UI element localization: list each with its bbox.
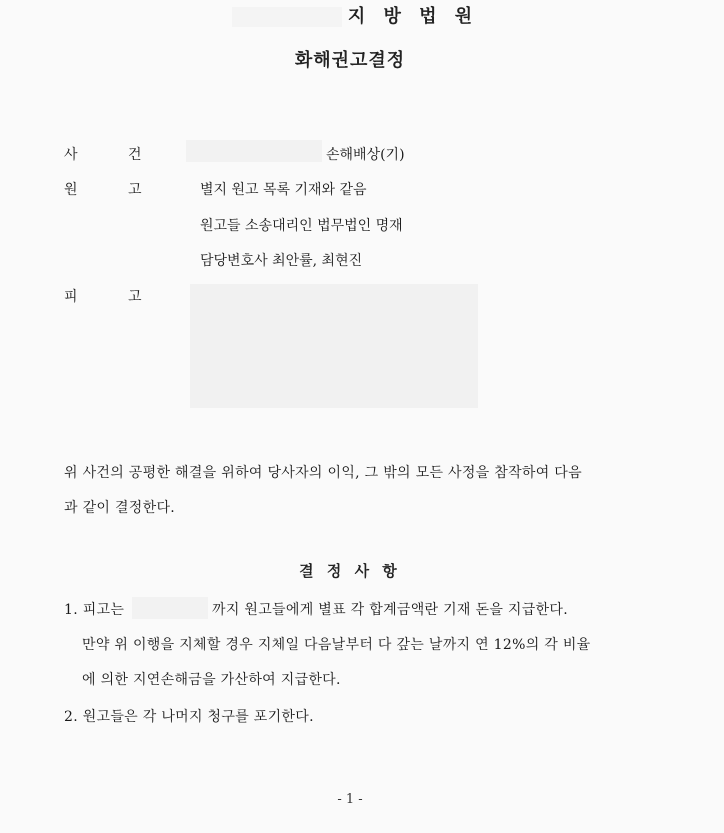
decision-item-1-start: 1. 피고는 — [64, 602, 125, 618]
page-number: - 1 - — [337, 792, 363, 807]
redacted-case-number — [186, 140, 322, 162]
decision-title: 결 정 사 항 — [299, 562, 401, 580]
case-value: 손해배상(기) — [326, 147, 405, 163]
decision-item-1-line-2: 만약 위 이행을 지체할 경우 지체일 다음날부터 다 갚는 날까지 연 12%의 각 비율 — [82, 637, 591, 653]
defendant-label-2: 고 — [128, 289, 142, 305]
plaintiff-line: 별지 원고 목록 기재와 같음 — [200, 182, 367, 198]
decision-item-2: 2. 원고들은 각 나머지 청구를 포기한다. — [64, 709, 314, 725]
case-label-1: 사 — [64, 147, 78, 163]
plaintiff-line: 원고들 소송대리인 법무법인 명재 — [200, 218, 403, 234]
court-name — [0, 2, 710, 28]
plaintiff-label-2: 고 — [128, 182, 142, 198]
redacted-date — [132, 597, 208, 619]
redacted-court-prefix — [232, 7, 342, 27]
case-label-2: 건 — [128, 147, 142, 163]
defendant-label-1: 피 — [64, 289, 78, 305]
plaintiff-line: 담당변호사 최안률, 최현진 — [200, 253, 363, 269]
intro-line-1: 위 사건의 공평한 해결을 위하여 당사자의 이익, 그 밖의 모든 사정을 참작하여 다음 — [64, 465, 582, 481]
redacted-defendant-info — [190, 284, 478, 408]
intro-line-2: 과 같이 결정한다. — [64, 500, 176, 516]
document-title: 화해권고결정 — [294, 50, 406, 71]
plaintiff-label-1: 원 — [64, 182, 78, 198]
decision-item-1-line-3: 에 의한 지연손해금을 가산하여 지급한다. — [82, 672, 341, 688]
decision-item-1-rest: 까지 원고들에게 별표 각 합계금액란 기재 돈을 지급한다. — [212, 602, 568, 618]
court-name-text: 지 방 법 원 — [347, 6, 479, 27]
